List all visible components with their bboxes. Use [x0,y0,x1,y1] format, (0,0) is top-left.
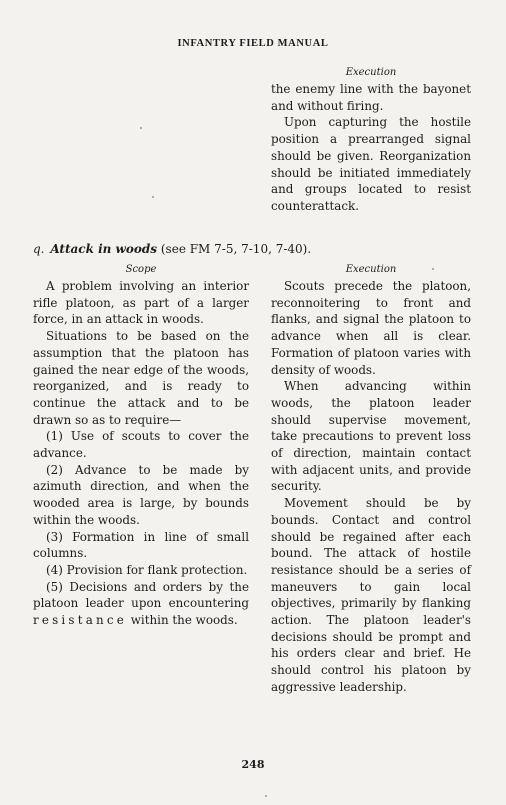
print-speck [140,127,142,129]
page-number: 248 [241,758,265,771]
print-speck [152,196,154,198]
scope-item-text: within the woods. [130,613,238,628]
print-speck [265,795,267,797]
execution-paragraph: the enemy line with the bayonet and without firing. [271,82,471,113]
print-speck [432,268,434,270]
scope-heading: Scope [125,264,157,275]
section-heading [33,242,473,256]
scope-item-emphasis: resistance [33,613,127,628]
execution-column [271,263,471,696]
section-reference: (see FM 7-5, 7-10, 7-40). [160,242,312,256]
scope-paragraph: Situations to be based on the assumption that the platoon has gained the near edge of the woods, reorganized, and is ready to continue the attack and to be drawn so as to require— [33,329,249,427]
scope-item: (3) Formation in line of small columns. [33,529,249,561]
section-letter: q. [33,242,45,256]
running-head: INFANTRY FIELD MANUAL [177,38,329,49]
execution-heading-top: Execution [345,67,397,78]
scope-paragraph: A problem involving an interior rifle platoon, as part of a larger force, in an attack in woods. [33,279,249,327]
execution-paragraph: Scouts precede the platoon, reconnoitering to front and flanks, and signal the platoon to advance when all is clear. Formation of platoon varies with density of woods. [271,279,471,377]
section-title: Attack in woods [50,242,158,256]
execution-heading: Execution [345,264,397,275]
scope-item: (1) Use of scouts to cover the advance. [33,429,249,461]
execution-paragraph: When advancing within woods, the platoon leader should supervise movement, take precautions to prevent loss of direction, maintain contact with adjacent units, and provide security. [271,379,471,494]
scope-column [33,263,249,629]
scope-item: (4) Provision for flank protection. [46,562,248,577]
execution-paragraph: Upon capturing the hostile position a prearranged signal should be given. Reorganization should be initiated immediately and groups located to resist counterattack. [271,115,471,213]
scope-item [33,579,249,629]
continued-execution-column [271,66,471,215]
scope-item-text: (5) Decisions and orders by the platoon leader upon encountering [33,579,249,611]
scope-item: (2) Advance to be made by azimuth direction, and when the wooded area is large, by bounds within the woods. [33,462,249,527]
execution-paragraph: Movement should be by bounds. Contact and control should be regained after each bound. The attack of hostile resistance should be a series of maneuvers to gain local objectives, primarily by flanking action. The platoon leader's decisions should be prompt and his orders clear and brief. He should control his platoon by aggressive leadership. [271,496,471,694]
